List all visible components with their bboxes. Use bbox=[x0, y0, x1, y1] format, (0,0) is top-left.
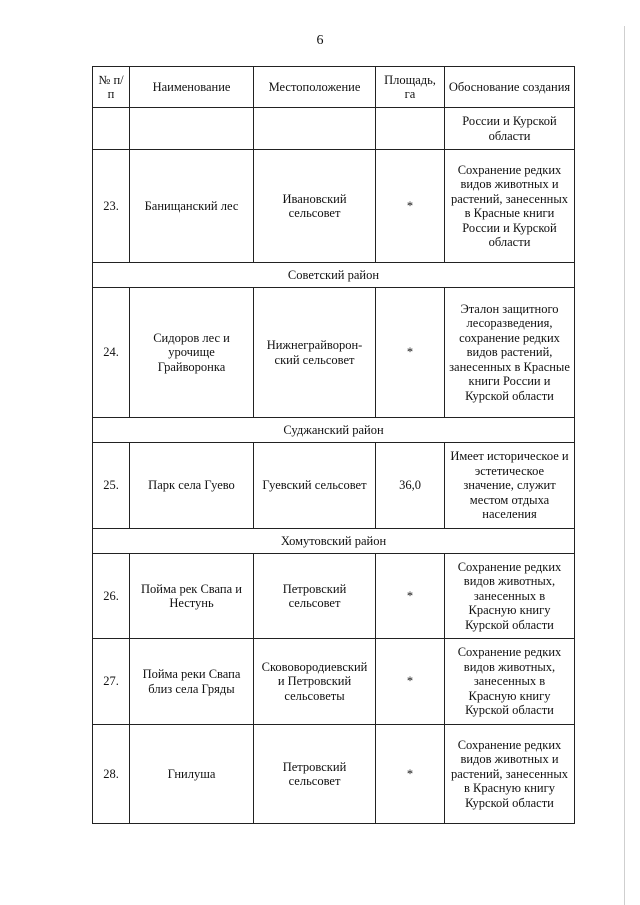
cell-basis: Сохранение редких видов животных и растений, занесенных в Красные книги России и Курской области bbox=[445, 150, 575, 263]
cell-location: Петровский сельсовет bbox=[254, 554, 376, 639]
cell-name: Сидоров лес и урочище Грайворонка bbox=[130, 288, 254, 418]
district-row bbox=[93, 529, 575, 554]
header-location: Местоположение bbox=[254, 67, 376, 108]
district-row bbox=[93, 263, 575, 288]
cell-basis: Эталон защитного лесоразведения, сохранение редких видов растений, занесенных в Красные книги России и Курской области bbox=[445, 288, 575, 418]
district-name: Советский район bbox=[93, 263, 575, 288]
cell-basis: Сохранение редких видов животных и растений, занесенных в Красную книгу Курской области bbox=[445, 725, 575, 824]
cell-num: 28. bbox=[93, 725, 130, 824]
reserves-table bbox=[92, 66, 575, 824]
cell-num: 24. bbox=[93, 288, 130, 418]
header-name: Наименование bbox=[130, 67, 254, 108]
cell-name bbox=[130, 108, 254, 150]
cell-location: Ивановский сельсовет bbox=[254, 150, 376, 263]
cell-area bbox=[376, 108, 445, 150]
cell-basis: России и Курской области bbox=[445, 108, 575, 150]
cell-location: Нижнеграйворон-ский сельсовет bbox=[254, 288, 376, 418]
cell-area: * bbox=[376, 150, 445, 263]
cell-name: Гнилуша bbox=[130, 725, 254, 824]
cell-num: 23. bbox=[93, 150, 130, 263]
header-num: № п/п bbox=[93, 67, 130, 108]
table-row bbox=[93, 554, 575, 639]
cell-name: Банищанский лес bbox=[130, 150, 254, 263]
header-area: Площадь, га bbox=[376, 67, 445, 108]
header-row bbox=[93, 67, 575, 108]
cell-location: Петровский сельсовет bbox=[254, 725, 376, 824]
cell-area: * bbox=[376, 725, 445, 824]
cell-area: 36,0 bbox=[376, 443, 445, 529]
cell-basis: Сохранение редких видов животных, занесенных в Красную книгу Курской области bbox=[445, 554, 575, 639]
cell-basis: Сохранение редких видов животных, занесенных в Красную книгу Курской области bbox=[445, 639, 575, 725]
cell-location: Гуевский сельсовет bbox=[254, 443, 376, 529]
cell-num bbox=[93, 108, 130, 150]
cell-num: 26. bbox=[93, 554, 130, 639]
page-edge bbox=[624, 26, 640, 905]
table-row bbox=[93, 150, 575, 263]
cell-area: * bbox=[376, 554, 445, 639]
table-row bbox=[93, 108, 575, 150]
cell-num: 25. bbox=[93, 443, 130, 529]
cell-location: Скововородиевский и Петровский сельсоветы bbox=[254, 639, 376, 725]
table-row bbox=[93, 443, 575, 529]
cell-name: Пойма реки Свапа близ села Гряды bbox=[130, 639, 254, 725]
table-row bbox=[93, 725, 575, 824]
district-name: Суджанский район bbox=[93, 418, 575, 443]
cell-basis: Имеет историческое и эстетическое значение, служит местом отдыха населения bbox=[445, 443, 575, 529]
header-basis: Обоснование создания bbox=[445, 67, 575, 108]
district-name: Хомутовский район bbox=[93, 529, 575, 554]
table-row bbox=[93, 639, 575, 725]
cell-name: Парк села Гуево bbox=[130, 443, 254, 529]
page-number: 6 bbox=[316, 33, 324, 48]
cell-num: 27. bbox=[93, 639, 130, 725]
district-row bbox=[93, 418, 575, 443]
cell-area: * bbox=[376, 288, 445, 418]
cell-name: Пойма рек Свапа и Нестунь bbox=[130, 554, 254, 639]
cell-location bbox=[254, 108, 376, 150]
cell-area: * bbox=[376, 639, 445, 725]
table-row bbox=[93, 288, 575, 418]
